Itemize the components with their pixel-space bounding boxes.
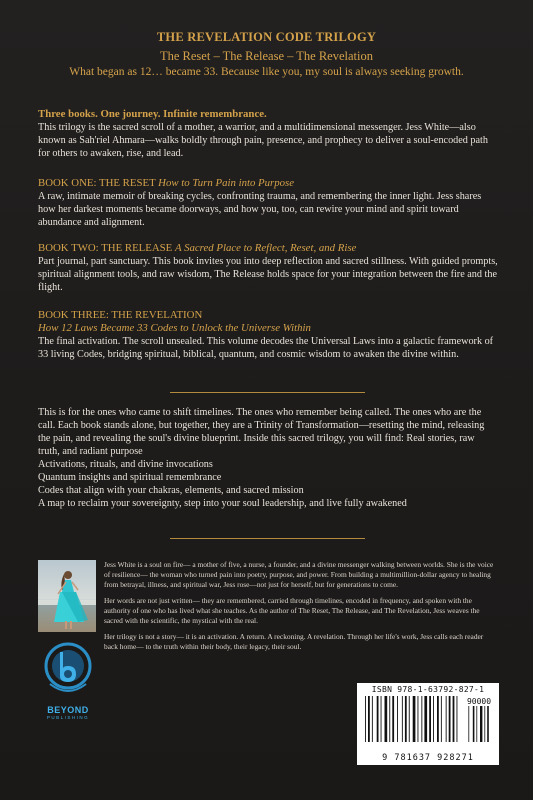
bio-paragraph-3: Her trilogy is not a story— it is an activation. A return. A reckoning. A revelation. Through her life's work, Jess calls each reader back home— to the truth within their body, their legacy, their soul. [104, 632, 484, 651]
trilogy-title: THE REVELATION CODE TRILOGY [156, 30, 377, 44]
divider-bottom [170, 538, 365, 539]
barcode-bar [476, 706, 477, 742]
book-two-label: BOOK TWO: THE RELEASE [38, 242, 173, 254]
barcode-bar [372, 696, 373, 742]
publisher-sub: PUBLISHING [46, 715, 90, 720]
price-code: 90000 [466, 697, 492, 706]
barcode-bar [424, 696, 427, 742]
barcode-bar [413, 696, 416, 742]
author-bio [104, 560, 496, 652]
barcode-bar [368, 696, 370, 742]
book-three-subtitle: How 12 Laws Became 33 Codes to Unlock the Universe Within [38, 322, 311, 334]
book-two-section [38, 242, 498, 294]
book-one-section [38, 177, 498, 229]
barcode-bar [389, 696, 390, 742]
barcode-bar [402, 696, 403, 742]
book-two-text: Part journal, part sanctuary. This book invites you into deep reflection and sacred stillness. With guided prompts, spiritual alignment tools, and raw wisdom, The Release holds space for your integration between the fire and the flight. [38, 256, 498, 293]
closing-section [38, 406, 498, 510]
barcode-bar [381, 696, 382, 742]
barcode-bar [365, 696, 366, 742]
book-one-subtitle: How to Turn Pain into Purpose [158, 177, 295, 189]
barcode-bar [457, 696, 458, 742]
tagline: What began as 12… became 33. Because like you, my soul is always seeking growth. [69, 66, 464, 78]
isbn-barcode [357, 683, 499, 765]
bio-paragraph-1: Jess White is a soul on fire— a mother of five, a nurse, a founder, and a divine messenger walking between worlds. She is the voice of resilience— the woman who turned pain into poetry, purpose, and power. From building a multimillion-dollar agency to healing from betrayal, illness, and spiritual war, Jess rose—not just for herself, but for generations to come. [104, 560, 494, 589]
publisher-name: BEYOND [47, 705, 89, 715]
list-item: Codes that align with your chakras, elements, and sacred mission [38, 485, 304, 496]
barcode-bar [385, 696, 388, 742]
barcode-bar [437, 696, 439, 742]
list-item: Activations, rituals, and divine invocations [38, 459, 213, 470]
barcode-bar [397, 696, 398, 742]
author-photo [38, 560, 96, 632]
divider-top [170, 392, 365, 393]
book-three-section [38, 309, 498, 361]
bio-paragraph-2: Her words are not just written— they are remembered, carried through timelines, encoded in frequency, and spoken with the authority of one who has lived what she teaches. As the author of The Reset, The Release, and The Revelation, Jess weaves the sacred with the scientific, the mystical with the real. [104, 596, 480, 625]
barcode-bar [473, 706, 475, 742]
intro-section [38, 108, 498, 160]
barcode-bar [392, 696, 394, 742]
barcode-number: 9 781637 928271 [382, 753, 474, 763]
barcode-bars [363, 696, 493, 754]
list-item: Quantum insights and spiritual remembrance [38, 472, 222, 483]
book-three-text: The final activation. The scroll unsealed. This volume decodes the Universal Laws into a galactic framework of 33 living Codes, bridging spiritual, biblical, quantum, and cosmic wisdom to awaken the divine within. [38, 336, 494, 360]
barcode-bar [449, 696, 451, 742]
barcode-bar [487, 706, 489, 742]
barcode-bar [441, 696, 442, 742]
barcode-bar [453, 696, 455, 742]
barcode-bar [468, 706, 469, 742]
isbn-label: ISBN 978-1-63792-827-1 [371, 685, 485, 694]
publisher-logo [40, 640, 96, 718]
list-item: A map to reclaim your sovereignty, step into your soul leadership, and live fully awakened [38, 498, 407, 509]
header [0, 30, 533, 78]
book-one-text: A raw, intimate memoir of breaking cycles, confronting trauma, and remembering the inner light. Jess shares how her darkest moments became doorways, and how you, too, can rewire your mind and spirit toward abundance and alignment. [38, 191, 482, 228]
barcode-bar [421, 696, 422, 742]
barcode-bar [377, 696, 379, 742]
intro-text: This trilogy is the sacred scroll of a mother, a warrior, and a multidimensional messenger. Jess White—also known as Sah'riel Ahmara—walks boldly through pain, presence, and prophecy to deliver a soul-encoded path for others to awaken, rise, and lead. [38, 122, 488, 159]
barcode-bar [446, 696, 447, 742]
intro-heading: Three books. One journey. Infinite remembrance. [38, 108, 267, 120]
book-two-subtitle: A Sacred Place to Reflect, Reset, and Rise [174, 242, 357, 254]
barcode-bar [418, 696, 419, 742]
barcode-bar [433, 696, 434, 742]
barcode-bar [409, 696, 410, 742]
closing-text: This is for the ones who came to shift timelines. The ones who remember being called. The ones who are the call. Each book stands alone, but together, they are a Trinity of Transformation—resetting the mind, releasing the pain, and revealing the soul's divine blueprint. Inside this sacred trilogy, you will find: Real stories, raw truth, and radiant purpose [38, 407, 485, 457]
barcode-bar [405, 696, 407, 742]
trilogy-subtitle: The Reset – The Release – The Revelation [159, 49, 373, 63]
barcode-bar [429, 696, 431, 742]
book-three-label: BOOK THREE: THE REVELATION [38, 309, 203, 321]
book-one-label: BOOK ONE: THE RESET [38, 177, 156, 189]
barcode-bar [484, 706, 485, 742]
barcode-bar [480, 706, 482, 742]
